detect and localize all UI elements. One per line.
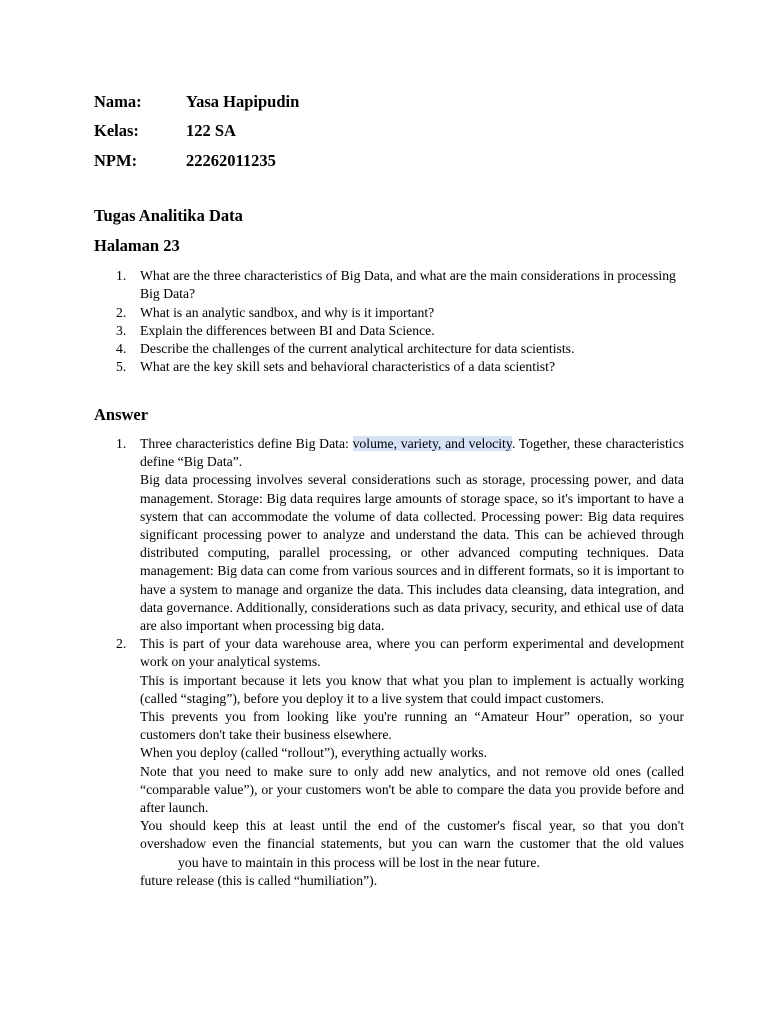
question-text: Explain the differences between BI and Data Science.	[140, 322, 435, 338]
npm-value: 22262011235	[186, 150, 276, 170]
answer-heading: Answer	[94, 405, 149, 424]
answer-paragraph: This is important because it lets you know that what you plan to implement is actually working (called “staging”), before you deploy it to a live system that could impact customers.	[140, 672, 684, 706]
question-text: What are the key skill sets and behavioral characteristics of a data scientist?	[140, 359, 556, 375]
answer-intro-lead: Three characteristics define Big Data:	[140, 436, 353, 451]
list-item	[94, 340, 684, 358]
answer-item	[94, 435, 684, 635]
question-text: What is an analytic sandbox, and why is it important?	[140, 304, 435, 320]
npm-row	[94, 146, 299, 176]
assignment-title: Tugas Analitika Data	[94, 206, 243, 225]
answer-number: 2.	[116, 636, 127, 652]
student-info	[94, 87, 299, 176]
question-number: 5.	[116, 359, 127, 375]
name-value: Yasa Hapipudin	[186, 91, 300, 111]
question-text: Describe the challenges of the current analytical architecture for data scientists.	[140, 341, 575, 357]
answer-paragraph: future release (this is called “humiliation”).	[140, 872, 378, 888]
answer-number: 1.	[116, 436, 127, 451]
answer-paragraph: This is part of your data warehouse area, where you can perform experimental and development work on your analytical systems.	[140, 636, 684, 670]
list-item	[94, 304, 684, 322]
answer-item	[94, 635, 684, 890]
answer-text: You should keep this at least until the end of the customer's fiscal year, so that you don't overshadow even the financial statements, but you can warn the customer that the old values	[140, 818, 684, 852]
question-list	[94, 267, 684, 377]
question-number: 4.	[116, 341, 127, 357]
question-number: 1.	[116, 268, 127, 283]
name-row	[94, 87, 299, 117]
class-value: 122 SA	[186, 121, 236, 141]
class-label: Kelas:	[94, 121, 139, 141]
name-label: Nama:	[94, 91, 142, 111]
answer-text: you have to maintain in this process will be lost in the near future.	[178, 854, 540, 870]
page-reference: Halaman 23	[94, 236, 180, 255]
answer-intro-tail: . Together, these characteristics define “Big Data”.	[140, 436, 684, 470]
list-item	[94, 358, 684, 376]
list-item	[94, 267, 684, 304]
answer-list	[94, 435, 684, 890]
answer-paragraph: This prevents you from looking like you're running an “Amateur Hour” operation, so your customers don't take their business elsewhere.	[140, 709, 684, 743]
highlighted-text: volume, variety, and velocity	[352, 436, 512, 451]
npm-label: NPM:	[94, 150, 138, 170]
answer-paragraph: When you deploy (called “rollout”), everything actually works.	[140, 745, 488, 761]
class-row	[94, 117, 299, 147]
answer-paragraph	[140, 817, 684, 872]
question-number: 2.	[116, 304, 127, 320]
question-text: What are the three characteristics of Big Data, and what are the main considerations in processing Big Data?	[140, 268, 676, 302]
list-item	[94, 322, 684, 340]
answer-body: Big data processing involves several considerations such as storage, processing power, and data management. Storage: Big data requires large amounts of storage space, so it's important to have a system that can accommodate the volume of data collected. Processing power: Big data requires significant processing power to analyze and understand the data. This can be achieved through distributed computing, parallel processing, or other advanced computing techniques. Data management: Big data can come from various sources and in different formats, so it is important to have a system to manage and organize the data. This includes data cleansing, data integration, and data governance. Additionally, considerations such as data privacy, security, and ethical use of data are also important when processing big data.	[140, 472, 684, 634]
answer-paragraph: Note that you need to make sure to only add new analytics, and not remove old ones (called “comparable value”), or your customers won't be able to compare the data you provide before and after launch.	[140, 763, 684, 816]
question-number: 3.	[116, 322, 127, 338]
answer-intro	[140, 435, 684, 471]
